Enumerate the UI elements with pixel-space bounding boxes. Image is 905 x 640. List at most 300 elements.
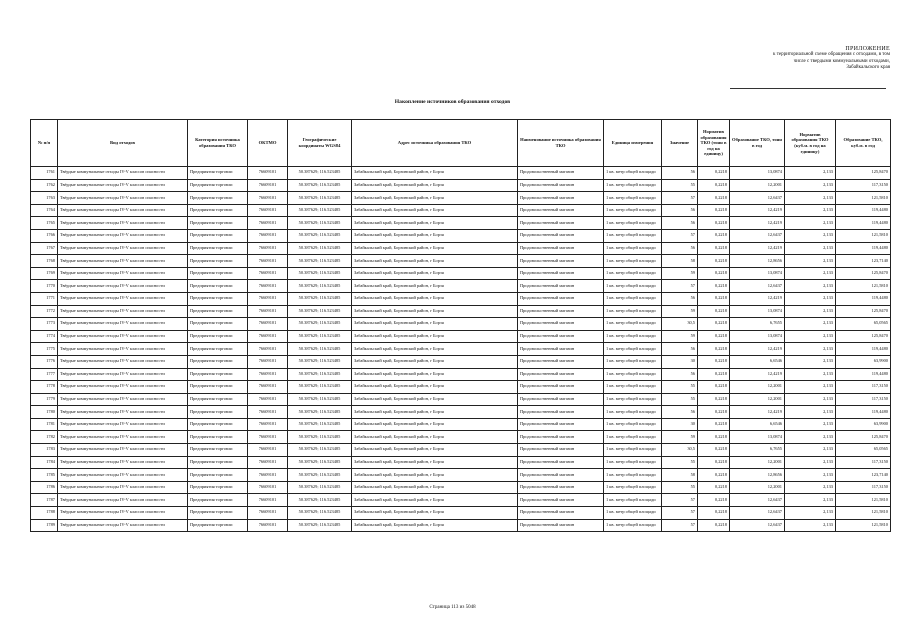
cell-coordinates: 50.387629; 116.523485 [288,494,352,507]
cell-norm-tons: 0,2218 [698,192,730,205]
cell-unit: 1 кв. метр общей площади [604,519,662,532]
cell-value: 59 [662,267,698,280]
cell-source-name: Продовольственный магазин [518,381,604,394]
cell-row-number: 1789 [31,519,58,532]
cell-waste-type: Твёрдые коммунальные отходы IV-V классов опасности [58,481,188,494]
cell-norm-m3: 2,133 [785,167,836,180]
cell-source-category: Предприятия торговли [188,406,248,419]
cell-address: Забайкальский край, Борзинский район, г Борзя [352,330,518,343]
cell-m3-per-year: 119,4480 [836,368,891,381]
cell-source-name: Продовольственный магазин [518,507,604,520]
table-row [31,431,891,444]
cell-tons-per-year: 12,4219 [730,292,785,305]
cell-norm-m3: 2,133 [785,469,836,482]
cell-source-name: Продовольственный магазин [518,418,604,431]
cell-row-number: 1769 [31,267,58,280]
cell-address: Забайкальский край, Борзинский район, г Борзя [352,192,518,205]
cell-source-category: Предприятия торговли [188,192,248,205]
cell-coordinates: 50.387629; 116.523485 [288,217,352,230]
cell-value: 57 [662,507,698,520]
cell-coordinates: 50.387629; 116.523485 [288,431,352,444]
column-header: Географические координаты WGS84 [288,120,352,167]
cell-row-number: 1778 [31,381,58,394]
cell-norm-tons: 0,2218 [698,431,730,444]
table-row [31,393,891,406]
cell-waste-type: Твёрдые коммунальные отходы IV-V классов опасности [58,192,188,205]
cell-source-category: Предприятия торговли [188,318,248,331]
cell-oktmo: 76609101 [248,292,288,305]
cell-source-name: Продовольственный магазин [518,217,604,230]
table-row [31,179,891,192]
cell-unit: 1 кв. метр общей площади [604,255,662,268]
cell-source-name: Продовольственный магазин [518,305,604,318]
column-header: Вид отходов [58,120,188,167]
cell-m3-per-year: 117,3150 [836,456,891,469]
cell-source-name: Продовольственный магазин [518,204,604,217]
cell-norm-m3: 2,133 [785,255,836,268]
cell-address: Забайкальский край, Борзинский район, г Борзя [352,418,518,431]
cell-tons-per-year: 12,2001 [730,456,785,469]
cell-norm-m3: 2,133 [785,242,836,255]
cell-norm-m3: 2,133 [785,393,836,406]
cell-waste-type: Твёрдые коммунальные отходы IV-V классов опасности [58,494,188,507]
column-header: ОКТМО [248,120,288,167]
cell-oktmo: 76609101 [248,343,288,356]
cell-source-name: Продовольственный магазин [518,406,604,419]
cell-address: Забайкальский край, Борзинский район, г Борзя [352,204,518,217]
table-row [31,330,891,343]
cell-address: Забайкальский край, Борзинский район, г Борзя [352,167,518,180]
cell-oktmo: 76609101 [248,192,288,205]
cell-coordinates: 50.387629; 116.523485 [288,519,352,532]
cell-norm-m3: 2,133 [785,355,836,368]
cell-unit: 1 кв. метр общей площади [604,217,662,230]
column-header: Образование ТКО, куб.м. в год [836,120,891,167]
cell-norm-m3: 2,133 [785,330,836,343]
cell-coordinates: 50.387629; 116.523485 [288,229,352,242]
cell-address: Забайкальский край, Борзинский район, г Борзя [352,393,518,406]
cell-m3-per-year: 117,3150 [836,481,891,494]
cell-address: Забайкальский край, Борзинский район, г Борзя [352,519,518,532]
cell-row-number: 1779 [31,393,58,406]
cell-address: Забайкальский край, Борзинский район, г Борзя [352,179,518,192]
cell-source-category: Предприятия торговли [188,381,248,394]
cell-source-name: Продовольственный магазин [518,167,604,180]
cell-coordinates: 50.387629; 116.523485 [288,167,352,180]
cell-value: 59 [662,431,698,444]
table-row [31,280,891,293]
cell-address: Забайкальский край, Борзинский район, г Борзя [352,481,518,494]
cell-value: 57 [662,229,698,242]
cell-m3-per-year: 121,5810 [836,519,891,532]
table-row [31,242,891,255]
cell-source-category: Предприятия торговли [188,229,248,242]
cell-waste-type: Твёрдые коммунальные отходы IV-V классов опасности [58,368,188,381]
cell-value: 56 [662,406,698,419]
cell-unit: 1 кв. метр общей площади [604,368,662,381]
column-header: Норматив образования ТКО (куб.м. в год на единицу) [785,120,836,167]
cell-unit: 1 кв. метр общей площади [604,305,662,318]
cell-tons-per-year: 12,2001 [730,393,785,406]
cell-m3-per-year: 119,4480 [836,204,891,217]
cell-oktmo: 76609101 [248,179,288,192]
cell-norm-tons: 0,2218 [698,343,730,356]
cell-norm-tons: 0,2218 [698,229,730,242]
cell-source-name: Продовольственный магазин [518,469,604,482]
cell-source-name: Продовольственный магазин [518,267,604,280]
cell-waste-type: Твёрдые коммунальные отходы IV-V классов опасности [58,318,188,331]
cell-norm-tons: 0,2218 [698,469,730,482]
cell-unit: 1 кв. метр общей площади [604,418,662,431]
cell-norm-tons: 0,2218 [698,381,730,394]
cell-oktmo: 76609101 [248,267,288,280]
cell-tons-per-year: 12,4219 [730,343,785,356]
cell-row-number: 1767 [31,242,58,255]
cell-oktmo: 76609101 [248,381,288,394]
table-row [31,217,891,230]
cell-tons-per-year: 13,0874 [730,330,785,343]
cell-norm-tons: 0,2218 [698,217,730,230]
cell-coordinates: 50.387629; 116.523485 [288,204,352,217]
cell-unit: 1 кв. метр общей площади [604,343,662,356]
cell-value: 57 [662,494,698,507]
cell-row-number: 1762 [31,179,58,192]
cell-source-name: Продовольственный магазин [518,519,604,532]
cell-row-number: 1776 [31,355,58,368]
table-row [31,267,891,280]
cell-source-category: Предприятия торговли [188,267,248,280]
table-row [31,444,891,457]
cell-norm-m3: 2,133 [785,179,836,192]
cell-coordinates: 50.387629; 116.523485 [288,192,352,205]
cell-tons-per-year: 6,6546 [730,418,785,431]
cell-address: Забайкальский край, Борзинский район, г Борзя [352,318,518,331]
cell-norm-tons: 0,2218 [698,204,730,217]
cell-address: Забайкальский край, Борзинский район, г Борзя [352,507,518,520]
cell-tons-per-year: 12,2001 [730,179,785,192]
cell-tons-per-year: 12,8656 [730,469,785,482]
cell-value: 55 [662,456,698,469]
cell-norm-m3: 2,133 [785,519,836,532]
cell-waste-type: Твёрдые коммунальные отходы IV-V классов опасности [58,179,188,192]
cell-oktmo: 76609101 [248,318,288,331]
cell-value: 57 [662,519,698,532]
cell-source-category: Предприятия торговли [188,444,248,457]
cell-tons-per-year: 12,6437 [730,519,785,532]
appendix-line: Забайкальского края [846,65,890,71]
cell-coordinates: 50.387629; 116.523485 [288,305,352,318]
cell-row-number: 1761 [31,167,58,180]
cell-unit: 1 кв. метр общей площади [604,242,662,255]
cell-norm-tons: 0,2218 [698,393,730,406]
cell-norm-tons: 0,2218 [698,292,730,305]
cell-waste-type: Твёрдые коммунальные отходы IV-V классов опасности [58,330,188,343]
table-row [31,318,891,331]
cell-value: 58 [662,469,698,482]
cell-coordinates: 50.387629; 116.523485 [288,330,352,343]
table-row [31,481,891,494]
cell-row-number: 1781 [31,418,58,431]
cell-norm-m3: 2,133 [785,381,836,394]
table-row [31,204,891,217]
cell-norm-m3: 2,133 [785,444,836,457]
cell-tons-per-year: 13,0874 [730,267,785,280]
cell-source-category: Предприятия торговли [188,431,248,444]
table-row [31,229,891,242]
cell-m3-per-year: 123,7140 [836,469,891,482]
cell-norm-m3: 2,133 [785,280,836,293]
cell-oktmo: 76609101 [248,444,288,457]
cell-tons-per-year: 13,0874 [730,305,785,318]
cell-oktmo: 76609101 [248,406,288,419]
cell-coordinates: 50.387629; 116.523485 [288,255,352,268]
cell-value: 30,5 [662,318,698,331]
cell-waste-type: Твёрдые коммунальные отходы IV-V классов опасности [58,444,188,457]
cell-waste-type: Твёрдые коммунальные отходы IV-V классов опасности [58,469,188,482]
cell-waste-type: Твёрдые коммунальные отходы IV-V классов опасности [58,507,188,520]
table-row [31,368,891,381]
cell-norm-tons: 0,2218 [698,368,730,381]
appendix-block [690,46,890,72]
cell-row-number: 1773 [31,318,58,331]
cell-source-name: Продовольственный магазин [518,368,604,381]
appendix-rule [730,88,886,89]
cell-row-number: 1780 [31,406,58,419]
cell-norm-tons: 0,2218 [698,418,730,431]
cell-coordinates: 50.387629; 116.523485 [288,381,352,394]
cell-tons-per-year: 13,0874 [730,431,785,444]
cell-source-category: Предприятия торговли [188,280,248,293]
cell-address: Забайкальский край, Борзинский район, г Борзя [352,217,518,230]
cell-m3-per-year: 63,9900 [836,418,891,431]
cell-m3-per-year: 121,5810 [836,280,891,293]
cell-value: 56 [662,343,698,356]
cell-unit: 1 кв. метр общей площади [604,444,662,457]
cell-waste-type: Твёрдые коммунальные отходы IV-V классов опасности [58,431,188,444]
column-header: Единица измерения [604,120,662,167]
cell-m3-per-year: 123,7140 [836,255,891,268]
cell-m3-per-year: 125,8470 [836,431,891,444]
cell-m3-per-year: 119,4480 [836,217,891,230]
cell-m3-per-year: 117,3150 [836,179,891,192]
cell-unit: 1 кв. метр общей площади [604,167,662,180]
cell-source-category: Предприятия торговли [188,368,248,381]
cell-source-name: Продовольственный магазин [518,444,604,457]
cell-waste-type: Твёрдые коммунальные отходы IV-V классов опасности [58,242,188,255]
page-footer: Страница 113 из 5048 [429,605,476,610]
cell-address: Забайкальский край, Борзинский район, г Борзя [352,242,518,255]
cell-m3-per-year: 63,9900 [836,355,891,368]
cell-norm-m3: 2,133 [785,318,836,331]
cell-source-name: Продовольственный магазин [518,330,604,343]
table-row [31,343,891,356]
cell-unit: 1 кв. метр общей площади [604,192,662,205]
cell-source-category: Предприятия торговли [188,481,248,494]
cell-row-number: 1765 [31,217,58,230]
appendix-line: к территориальной схеме обращения с отходами, в том [773,52,890,58]
cell-tons-per-year: 12,4219 [730,217,785,230]
cell-coordinates: 50.387629; 116.523485 [288,318,352,331]
cell-tons-per-year: 12,4219 [730,242,785,255]
cell-waste-type: Твёрдые коммунальные отходы IV-V классов опасности [58,381,188,394]
column-header: Наименование источника образования ТКО [518,120,604,167]
cell-source-category: Предприятия торговли [188,355,248,368]
cell-source-name: Продовольственный магазин [518,242,604,255]
cell-source-name: Продовольственный магазин [518,431,604,444]
cell-row-number: 1784 [31,456,58,469]
cell-source-category: Предприятия торговли [188,418,248,431]
cell-oktmo: 76609101 [248,519,288,532]
cell-address: Забайкальский край, Борзинский район, г Борзя [352,292,518,305]
table-row [31,418,891,431]
document-title: Накопление источников образования отходов [394,99,511,105]
cell-address: Забайкальский край, Борзинский район, г Борзя [352,368,518,381]
cell-source-category: Предприятия торговли [188,494,248,507]
cell-value: 56 [662,217,698,230]
cell-value: 59 [662,305,698,318]
cell-row-number: 1770 [31,280,58,293]
cell-norm-m3: 2,133 [785,481,836,494]
cell-tons-per-year: 12,2001 [730,381,785,394]
column-header: Образование ТКО, тонн в год [730,120,785,167]
cell-waste-type: Твёрдые коммунальные отходы IV-V классов опасности [58,255,188,268]
cell-source-name: Продовольственный магазин [518,179,604,192]
cell-source-name: Продовольственный магазин [518,355,604,368]
cell-row-number: 1764 [31,204,58,217]
column-header: № п/п [31,120,58,167]
cell-oktmo: 76609101 [248,167,288,180]
cell-tons-per-year: 12,6437 [730,192,785,205]
column-header: Адрес источника образования ТКО [352,120,518,167]
cell-unit: 1 кв. метр общей площади [604,267,662,280]
cell-unit: 1 кв. метр общей площади [604,179,662,192]
cell-norm-tons: 0,2218 [698,167,730,180]
cell-unit: 1 кв. метр общей площади [604,507,662,520]
cell-address: Забайкальский край, Борзинский район, г Борзя [352,229,518,242]
cell-row-number: 1774 [31,330,58,343]
cell-waste-type: Твёрдые коммунальные отходы IV-V классов опасности [58,519,188,532]
cell-address: Забайкальский край, Борзинский район, г Борзя [352,431,518,444]
cell-oktmo: 76609101 [248,355,288,368]
cell-source-name: Продовольственный магазин [518,192,604,205]
cell-tons-per-year: 13,0874 [730,167,785,180]
cell-tons-per-year: 12,6437 [730,280,785,293]
cell-value: 30 [662,355,698,368]
cell-tons-per-year: 12,4219 [730,204,785,217]
cell-row-number: 1782 [31,431,58,444]
cell-value: 30,5 [662,444,698,457]
cell-unit: 1 кв. метр общей площади [604,494,662,507]
cell-source-category: Предприятия торговли [188,179,248,192]
cell-unit: 1 кв. метр общей площади [604,469,662,482]
column-header: Норматив образования ТКО (тонн в год на единицу) [698,120,730,167]
cell-norm-m3: 2,133 [785,507,836,520]
cell-row-number: 1766 [31,229,58,242]
cell-tons-per-year: 12,6437 [730,494,785,507]
cell-coordinates: 50.387629; 116.523485 [288,179,352,192]
cell-norm-m3: 2,133 [785,456,836,469]
cell-norm-tons: 0,2218 [698,330,730,343]
sources-table [30,119,891,532]
table-row [31,381,891,394]
cell-source-name: Продовольственный магазин [518,280,604,293]
cell-oktmo: 76609101 [248,507,288,520]
cell-source-name: Продовольственный магазин [518,229,604,242]
cell-value: 56 [662,368,698,381]
cell-m3-per-year: 121,5810 [836,229,891,242]
cell-coordinates: 50.387629; 116.523485 [288,242,352,255]
cell-address: Забайкальский край, Борзинский район, г Борзя [352,494,518,507]
cell-source-category: Предприятия торговли [188,217,248,230]
table-row [31,305,891,318]
cell-norm-m3: 2,133 [785,229,836,242]
cell-norm-tons: 0,2218 [698,406,730,419]
cell-unit: 1 кв. метр общей площади [604,330,662,343]
cell-source-name: Продовольственный магазин [518,255,604,268]
cell-source-category: Предприятия торговли [188,343,248,356]
cell-oktmo: 76609101 [248,418,288,431]
cell-m3-per-year: 125,8470 [836,330,891,343]
cell-oktmo: 76609101 [248,204,288,217]
cell-source-category: Предприятия торговли [188,330,248,343]
cell-source-name: Продовольственный магазин [518,481,604,494]
cell-address: Забайкальский край, Борзинский район, г Борзя [352,456,518,469]
cell-oktmo: 76609101 [248,481,288,494]
cell-tons-per-year: 6,7655 [730,318,785,331]
cell-tons-per-year: 12,6437 [730,507,785,520]
cell-waste-type: Твёрдые коммунальные отходы IV-V классов опасности [58,204,188,217]
cell-norm-tons: 0,2218 [698,444,730,457]
cell-unit: 1 кв. метр общей площади [604,431,662,444]
table-row [31,469,891,482]
cell-norm-tons: 0,2218 [698,179,730,192]
cell-oktmo: 76609101 [248,368,288,381]
cell-norm-tons: 0,2218 [698,519,730,532]
cell-oktmo: 76609101 [248,217,288,230]
cell-norm-tons: 0,2218 [698,481,730,494]
cell-tons-per-year: 12,6437 [730,229,785,242]
cell-waste-type: Твёрдые коммунальные отходы IV-V классов опасности [58,343,188,356]
cell-oktmo: 76609101 [248,280,288,293]
cell-address: Забайкальский край, Борзинский район, г Борзя [352,406,518,419]
cell-norm-tons: 0,2218 [698,255,730,268]
cell-waste-type: Твёрдые коммунальные отходы IV-V классов опасности [58,355,188,368]
cell-waste-type: Твёрдые коммунальные отходы IV-V классов опасности [58,292,188,305]
cell-waste-type: Твёрдые коммунальные отходы IV-V классов опасности [58,280,188,293]
cell-coordinates: 50.387629; 116.523485 [288,406,352,419]
cell-source-category: Предприятия торговли [188,242,248,255]
cell-norm-tons: 0,2218 [698,280,730,293]
cell-unit: 1 кв. метр общей площади [604,406,662,419]
cell-value: 56 [662,242,698,255]
cell-unit: 1 кв. метр общей площади [604,481,662,494]
cell-waste-type: Твёрдые коммунальные отходы IV-V классов опасности [58,167,188,180]
cell-m3-per-year: 117,3150 [836,381,891,394]
cell-source-category: Предприятия торговли [188,204,248,217]
cell-coordinates: 50.387629; 116.523485 [288,355,352,368]
cell-row-number: 1777 [31,368,58,381]
cell-coordinates: 50.387629; 116.523485 [288,469,352,482]
cell-norm-m3: 2,133 [785,204,836,217]
cell-coordinates: 50.387629; 116.523485 [288,267,352,280]
cell-norm-tons: 0,2218 [698,355,730,368]
cell-m3-per-year: 65,0565 [836,318,891,331]
cell-m3-per-year: 119,4480 [836,343,891,356]
cell-oktmo: 76609101 [248,242,288,255]
cell-norm-tons: 0,2218 [698,305,730,318]
cell-source-category: Предприятия торговли [188,456,248,469]
table-row [31,355,891,368]
